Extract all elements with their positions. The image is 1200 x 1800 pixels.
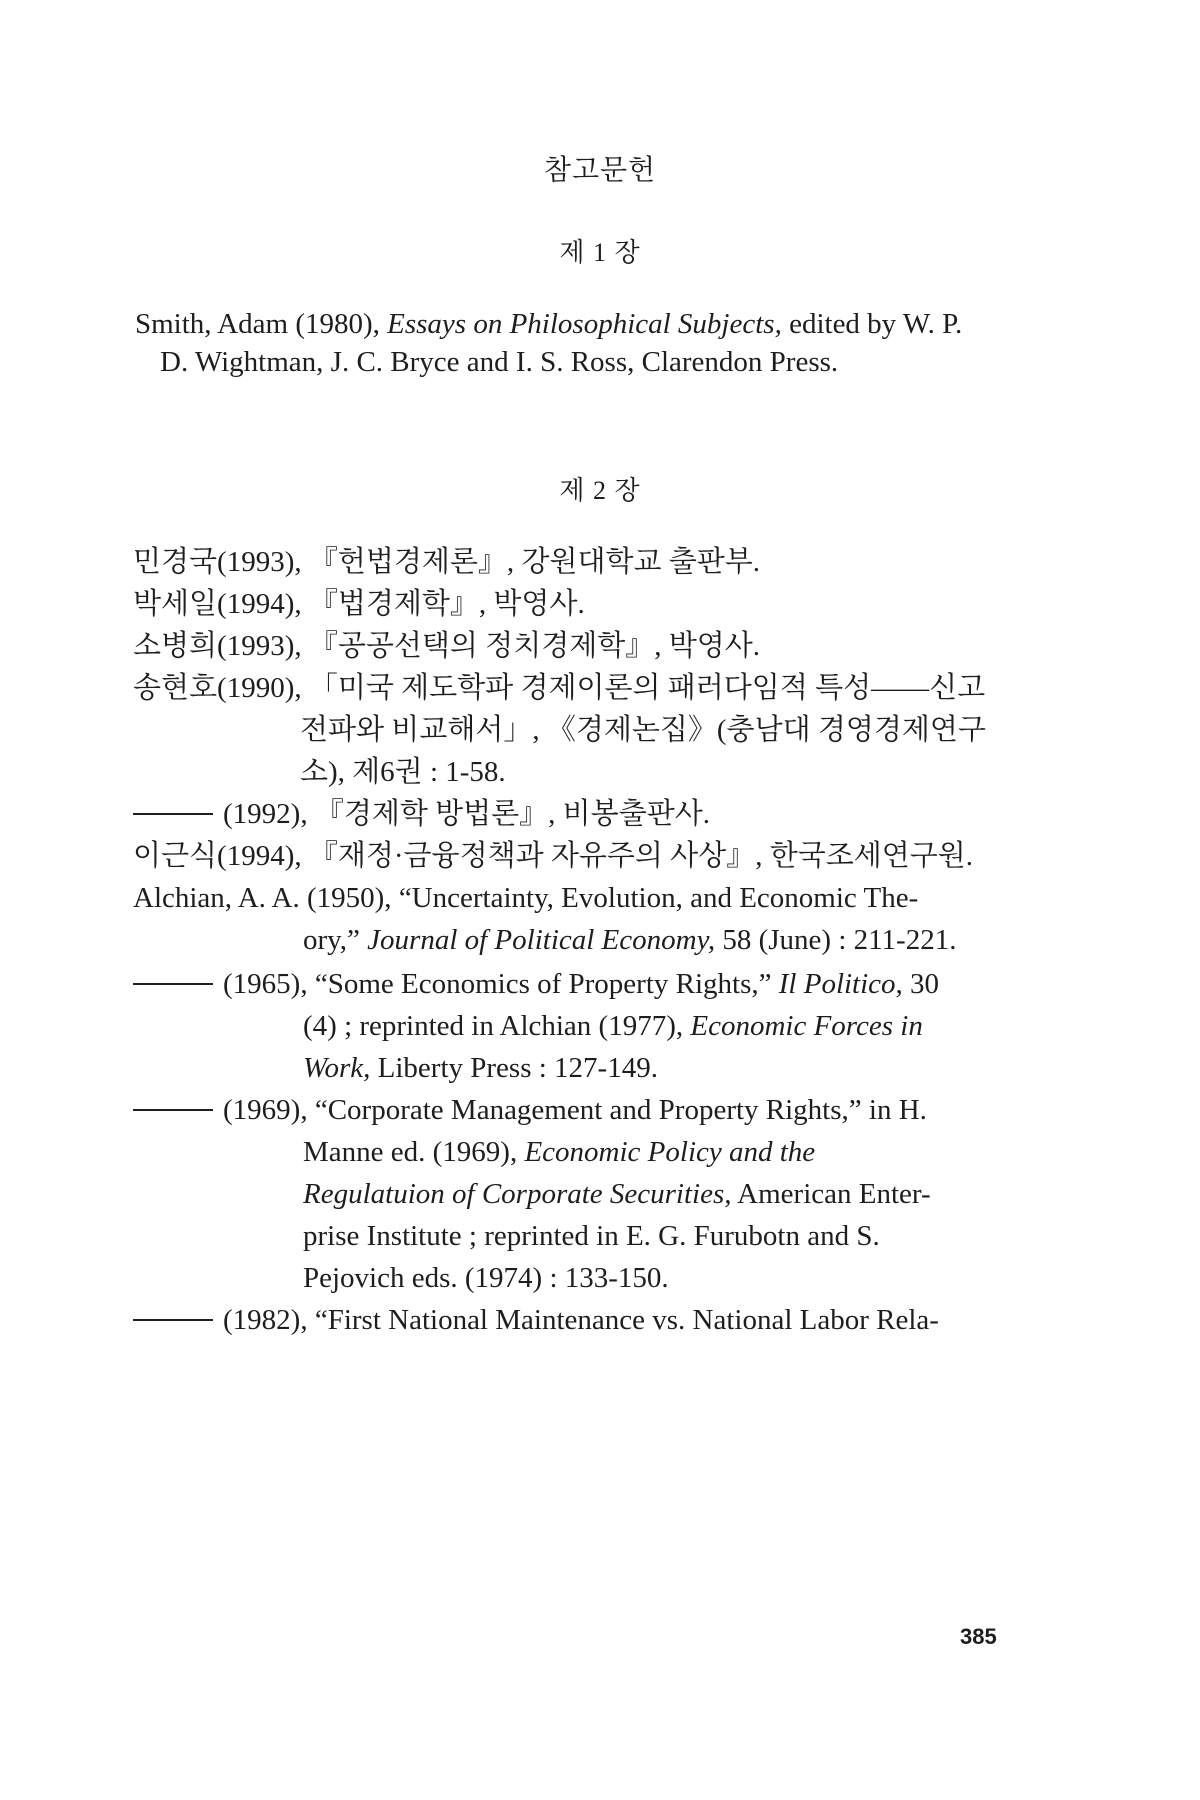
chapter-heading-2: 제 2 장 bbox=[559, 476, 641, 505]
reference-smith-line2: D. Wightman, J. C. Bryce and I. S. Ross, Clarendon Press. bbox=[160, 346, 839, 378]
reference-song-1990-line1: 송현호(1990), 「미국 제도학파 경제이론의 패러다임적 특성——신고 bbox=[133, 672, 986, 704]
reference-alchian-1969-line1: (1969), “Corporate Management and Property Rights,” in H. bbox=[133, 1096, 927, 1125]
reference-min: 민경국(1993), 『헌법경제론』, 강원대학교 출판부. bbox=[133, 546, 761, 578]
reference-lee: 이근식(1994), 『재정·금융정책과 자유주의 사상』, 한국조세연구원. bbox=[133, 840, 974, 872]
reference-alchian-1965-line1: (1965), “Some Economics of Property Rights,” Il Politico, 30 bbox=[133, 970, 939, 999]
repeat-author-dash bbox=[133, 983, 213, 985]
reference-park: 박세일(1994), 『법경제학』, 박영사. bbox=[133, 588, 585, 620]
reference-alchian-1969-line4: prise Institute ; reprinted in E. G. Furubotn and S. bbox=[303, 1220, 880, 1252]
reference-alchian-1965-line2: (4) ; reprinted in Alchian (1977), Economic Forces in bbox=[303, 1010, 923, 1042]
page-title: 참고문헌 bbox=[543, 155, 657, 186]
reference-alchian-1950-line1: Alchian, A. A. (1950), “Uncertainty, Evolution, and Economic The- bbox=[133, 882, 919, 914]
reference-alchian-1950-line2: ory,” Journal of Political Economy, 58 (June) : 211-221. bbox=[303, 924, 957, 956]
reference-song-1990-line3: 소), 제6권 : 1-58. bbox=[300, 756, 506, 788]
reference-song-1992: (1992), 『경제학 방법론』, 비봉출판사. bbox=[133, 800, 710, 829]
reference-alchian-1982-line1: (1982), “First National Maintenance vs. National Labor Rela- bbox=[133, 1306, 939, 1335]
repeat-author-dash bbox=[133, 813, 213, 815]
reference-so: 소병희(1993), 『공공선택의 정치경제학』, 박영사. bbox=[133, 630, 761, 662]
repeat-author-dash bbox=[133, 1319, 213, 1321]
page-number: 385 bbox=[960, 1624, 997, 1649]
chapter-heading-1: 제 1 장 bbox=[559, 238, 641, 267]
reference-smith-line1: Smith, Adam (1980), Essays on Philosophical Subjects, edited by W. P. bbox=[135, 308, 963, 340]
reference-alchian-1969-line3: Regulatuion of Corporate Securities, American Enter- bbox=[303, 1178, 931, 1210]
reference-alchian-1965-line3: Work, Liberty Press : 127-149. bbox=[303, 1052, 658, 1084]
reference-alchian-1969-line2: Manne ed. (1969), Economic Policy and the bbox=[303, 1136, 816, 1168]
repeat-author-dash bbox=[133, 1109, 213, 1111]
reference-song-1990-line2: 전파와 비교해서」, 《경제논집》(충남대 경영경제연구 bbox=[300, 714, 986, 746]
reference-alchian-1969-line5: Pejovich eds. (1974) : 133-150. bbox=[303, 1262, 669, 1294]
